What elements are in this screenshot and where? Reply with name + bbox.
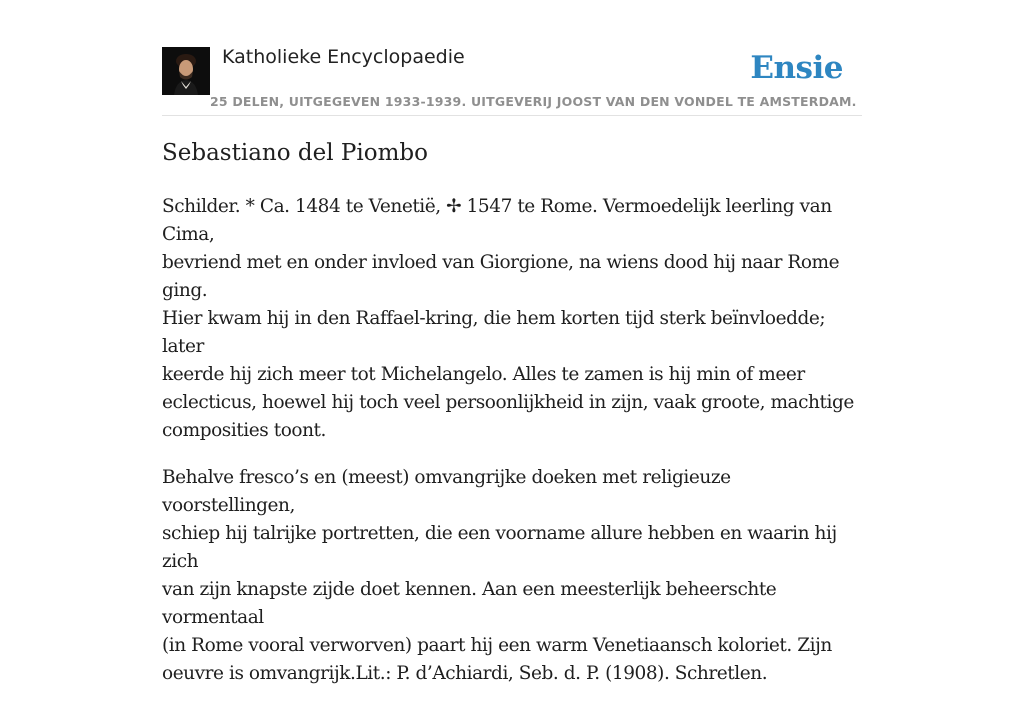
source-subtitle: 25 DELEN, UITGEGEVEN 1933-1939. UITGEVERIJ JOOST VAN DEN VONDEL TE AMSTERDAM.	[210, 94, 857, 109]
portrait-icon	[162, 47, 210, 95]
page-title: Sebastiano del Piombo	[162, 140, 428, 166]
source-title[interactable]: Katholieke Encyclopaedie	[222, 46, 465, 68]
article-paragraph: Schilder. * Ca. 1484 te Venetië, ✢ 1547 te Rome. Vermoedelijk leerling van Cima, bevriend met en onder invloed van Giorgione, na wiens dood hij naar Rome ging. Hier kwam hij in den Raffael-kring, die hem korten tijd sterk beïnvloedde; later keerde hij zich meer tot Michelangelo. Alles te zamen is hij min of meer eclecticus, hoewel hij toch veel persoonlijkheid in zijn, vaak groote, machtige composities toont.	[162, 196, 854, 441]
article-paragraph: Behalve fresco’s en (meest) omvangrijke doeken met religieuze voorstellingen, schiep hij talrijke portretten, die een voorname allure hebben en waarin hij zich van zijn knapste zijde doet kennen. Aan een meesterlijk beheerschte vormentaal (in Rome vooral verworven) paart hij een warm Venetiaansch koloriet. Zijn oeuvre is omvangrijk.Lit.: P. d’Achiardi, Seb. d. P. (1908). Schretlen.	[162, 467, 837, 684]
brand-logo-link[interactable]: Ensie	[750, 50, 843, 86]
source-avatar[interactable]	[162, 47, 210, 95]
article-body	[162, 193, 862, 707]
source-header	[162, 44, 862, 116]
